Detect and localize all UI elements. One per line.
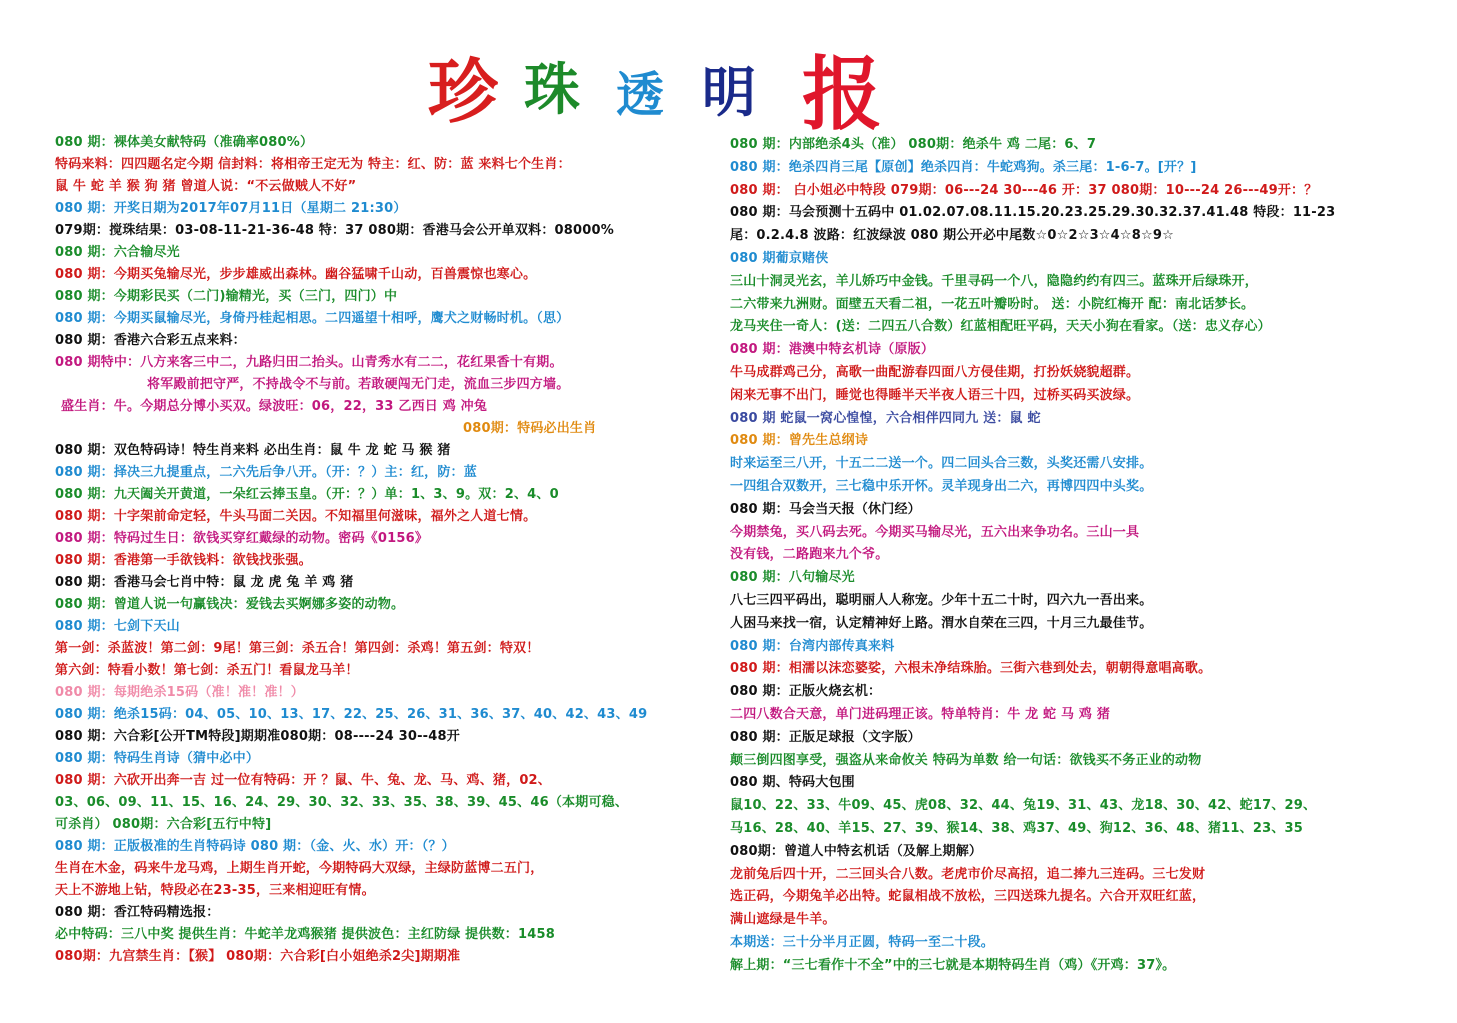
text-line: 第一剑：杀蓝波！第二剑：9尾！第三剑：杀五合！第四剑：杀鸡！第五剑：特双！ — [55, 641, 540, 656]
text-line: 080 期特中：八方来客三中二，九路归田二抬头。山青秀水有二二，花红果香十有期。 — [55, 355, 563, 370]
text-line: 选正码，今期兔羊必出特。蛇鼠相战不放松，三四送珠九提名。六合开双旺红蓝， — [730, 889, 1206, 905]
page-title — [420, 28, 920, 141]
text-line: 080 期：马会预测十五码中 01.02.07.08.11.15.20.23.25.29.30.32.37.41.48 特段：11-23 — [730, 205, 1336, 221]
text-line: 可杀肖） 080期：六合彩[五行中特] — [55, 817, 272, 832]
text-line: 一四组合双数开，三七稳中乐开怀。灵羊现身出二六，再博四四中头奖。 — [730, 478, 1153, 494]
text-line: 080 期：香港第一手欲钱料：欲钱找张强。 — [55, 553, 312, 568]
text-line: 牛马成群鸡己分，高歌一曲配游春四面八方侵佳期，打扮妖娆貌超群。 — [730, 364, 1140, 380]
text-line: 将军殿前把守严，不持战令不与前。若敢硬闯无门走，流血三步四方墙。 — [147, 377, 570, 392]
text-line: 080 期：香港六合彩五点来料： — [55, 333, 246, 348]
text-line: 080 期：正版火烧玄机： — [730, 684, 882, 700]
text-line: 鼠 牛 蛇 羊 猴 狗 猪 曾道人说：“不云做贼人不好” — [55, 179, 357, 194]
text-line: 八七三四平码出，聪明丽人人称宠。少年十五二十时，四六九一吾出来。 — [730, 592, 1153, 608]
text-line: 必中特码：三八中奖 提供生肖：牛蛇羊龙鸡猴猪 提供波色：主红防绿 提供数：1458 — [55, 927, 555, 942]
text-line: 080 期：绝杀四肖三尾【原创】绝杀四肖：牛蛇鸡狗。杀三尾：1-6-7。[开？] — [730, 159, 1197, 175]
text-line: 鼠10、22、33、牛09、45、虎08、32、44、兔19、31、43、龙18、30、42、蛇17、29、 — [730, 798, 1317, 814]
text-line: 龙前兔后四十开，二三回头合八数。老虎市价尽高招，追二捧九三连码。三七发财 — [730, 866, 1206, 882]
text-line: 080 期：开奖日期为2017年07月11日（星期二 21:30） — [55, 201, 407, 216]
text-line: 盛生肖：牛。今期总分博小买双。绿波旺：06，22，33 乙西日 鸡 冲兔 — [61, 399, 488, 414]
text-line: 080 期：六砍开出奔一吉 过一位有特码：开 ？鼠、牛、兔、龙、马、鸡、猪，02、 — [55, 773, 552, 788]
text-line: 时来运至三八开，十五二二送一个。四二回头合三数，头奖还需八安排。 — [730, 456, 1153, 472]
title-char-4: 明 — [702, 60, 756, 124]
text-line: 没有钱，二路跑来九个爷。 — [730, 547, 889, 563]
text-line: 080 期：内部绝杀4头（准） 080期：绝杀牛 鸡 二尾：6、7 — [730, 137, 1097, 152]
title-char-3: 透 — [616, 67, 665, 123]
text-line: 二六带来九洲财。面壁五天看二祖，一花五叶瓣吩时。 送：小院红梅开 配：南北话梦长。 — [730, 296, 1255, 312]
text-line: 尾：0.2.4.8 波路：红波绿波 080 期公开必中尾数☆0☆2☆3☆4☆8☆9☆ — [730, 228, 1174, 244]
text-line: 080 期、特码大包围 — [730, 775, 855, 791]
text-line: 生肖在木金，码来牛龙马鸡，上期生肖开蛇，今期特码大双绿，主绿防蓝博二五门， — [55, 861, 544, 876]
text-line: 080 期：绝杀15码：04、05、10、13、17、22、25、26、31、36、37、40、42、43、49 — [55, 707, 648, 722]
text-line: 080 期：港澳中特玄机诗（原版） — [730, 342, 935, 358]
text-line: 080 期：台湾内部传真来料 — [730, 638, 895, 654]
text-line: 龙马夹住一奇人：(送：二四五八合数）红蓝相配旺平码，天天小狗在看家。（送：忠义存心） — [730, 319, 1271, 335]
left-column — [55, 132, 720, 968]
text-line: 080 期：七剑下天山 — [55, 619, 180, 634]
text-line: 080 期：六合输尽光 — [55, 245, 180, 260]
text-line: 080 期：特码生肖诗（猜中必中） — [55, 751, 260, 766]
text-line: 天上不游地上钻，特段必在23-35，三来相迎旺有情。 — [55, 883, 375, 898]
text-line: 080 期：正版足球报（文字版） — [730, 729, 921, 745]
text-line: 080 期：曾道人说一句赢钱决：爱钱去买婀娜多姿的动物。 — [55, 597, 405, 612]
text-line: 080 期：马会当天报（休门经） — [730, 501, 921, 517]
text-line: 080 期：双色特码诗！特生肖来料 必出生肖：鼠 牛 龙 蛇 马 猴 猪 — [55, 443, 451, 458]
text-line: 本期送：三十分半月正圆，特码一至二十段。 — [730, 934, 995, 950]
text-line: 080 期：九天阖关开黄道，一朵红云捧玉皇。（开：？）单：1、3、9。双：2、4、0 — [55, 487, 559, 502]
text-line: 080 期：香港马会七肖中特：鼠 龙 虎 兔 羊 鸡 猪 — [55, 575, 354, 590]
text-line: 今期禁兔，买八码去死。今期买马输尽光，五六出来争功名。三山一具 — [730, 524, 1140, 540]
text-line: 080 期：香江特码精选报： — [55, 905, 220, 920]
text-line: 颠三倒四图享受，强盗从来命攸关 特码为单数 给一句话：欲钱买不务正业的动物 — [730, 752, 1202, 768]
text-line: 080 期葡京赌侠 — [730, 250, 829, 266]
text-line: 080 期：八句输尽光 — [730, 570, 855, 586]
text-line: 特码来料：四四题名定今期 信封料：将相帝王定无为 特主：红、防：蓝 来料七个生肖： — [55, 157, 571, 172]
text-line: 第六剑：特看小数！第七剑：杀五门！看鼠龙马羊！ — [55, 663, 359, 678]
text-line: 03、06、09、11、15、16、24、29、30、32、33、35、38、39、45、46（本期可稳、 — [55, 795, 629, 810]
title-char-1: 珍 — [428, 50, 498, 133]
text-line: 080 期：今期买兔输尽光，步步雄威出森林。幽谷猛啸千山动，百兽震惊也寒心。 — [55, 267, 537, 282]
text-line: 二四八数合天意，单门进码理正该。特单特肖：牛 龙 蛇 马 鸡 猪 — [730, 706, 1111, 722]
title-char-2: 珠 — [524, 57, 580, 123]
title-char-5: 报 — [802, 47, 882, 141]
text-line: 解上期：“三七看作十不全”中的三七就是本期特码生肖（鸡）《开鸡：37》。 — [730, 957, 1176, 973]
text-line: 080 期： 白小姐必中特段 079期：06---24 30---46 开：37 080期：10---24 26---49开：？ — [730, 182, 1318, 198]
text-line: 080 期：相濡以沫恋婆娑，六根未净结珠胎。三街六巷到处去，朝朝得意唱高歌。 — [730, 661, 1212, 677]
text-line: 079期：搅珠结果：03-08-11-21-36-48 特：37 080期：香港马会公开单双料：08000% — [55, 223, 614, 238]
text-line: 080期：特码必出生肖 — [463, 421, 597, 436]
text-line: 满山遮绿是牛羊。 — [730, 912, 836, 928]
text-line: 080 期：择决三九提重点，二六先后争八开。（开：？）主：红，防：蓝 — [55, 465, 477, 480]
text-line: 080 期：每期绝杀15码（准！准！准！） — [55, 685, 304, 700]
text-line: 080 期：裸体美女献特码（准确率080%） — [55, 135, 314, 150]
text-line: 080 期：特码过生日：欲钱买穿红戴绿的动物。密码《0156》 — [55, 531, 429, 546]
text-line: 080 期 蛇鼠一窝心惶惶，六合相伴四同九 送：鼠 蛇 — [730, 410, 1041, 426]
right-column — [730, 134, 1445, 977]
text-line: 三山十洞灵光玄，羊儿娇巧中金钱。千里寻码一个八，隐隐约约有四三。蓝珠开后绿珠开， — [730, 273, 1259, 289]
text-line: 080 期：今期彩民买（二门)输精光，买（三门，四门）中 — [55, 289, 398, 304]
text-line: 080期：九宫禁生肖：【猴】 080期：六合彩[白小姐绝杀2尖]期期准 — [55, 949, 461, 964]
text-line: 闲来无事不出门，睡觉也得睡半天半夜人语三十四，过桥买码买波绿。 — [730, 387, 1140, 403]
text-line: 080 期：正版极准的生肖特码诗 080 期：（金、火、水）开：（？） — [55, 839, 455, 854]
text-line: 080 期：十字架前命定轻，牛头马面二关因。不知福里何滋味，福外之人道七情。 — [55, 509, 537, 524]
text-line: 080 期：六合彩[公开TM特段]期期准080期：08----24 30--48开 — [55, 729, 460, 744]
text-line: 人困马来找一宿，认定精神好上路。渭水自荣在三四，十月三九最佳节。 — [730, 615, 1153, 631]
text-line: 080期：曾道人中特玄机话（及解上期解） — [730, 843, 983, 859]
text-line: 080 期：曾先生总纲诗 — [730, 433, 869, 449]
text-line: 马16、28、40、羊15、27、39、猴14、38、鸡37、49、狗12、36、48、猪11、23、35 — [730, 820, 1304, 836]
text-line: 080 期：今期买鼠输尽光，身倚丹桂起相思。二四遥望十相呼，鹰犬之财畅时机。（思） — [55, 311, 570, 326]
